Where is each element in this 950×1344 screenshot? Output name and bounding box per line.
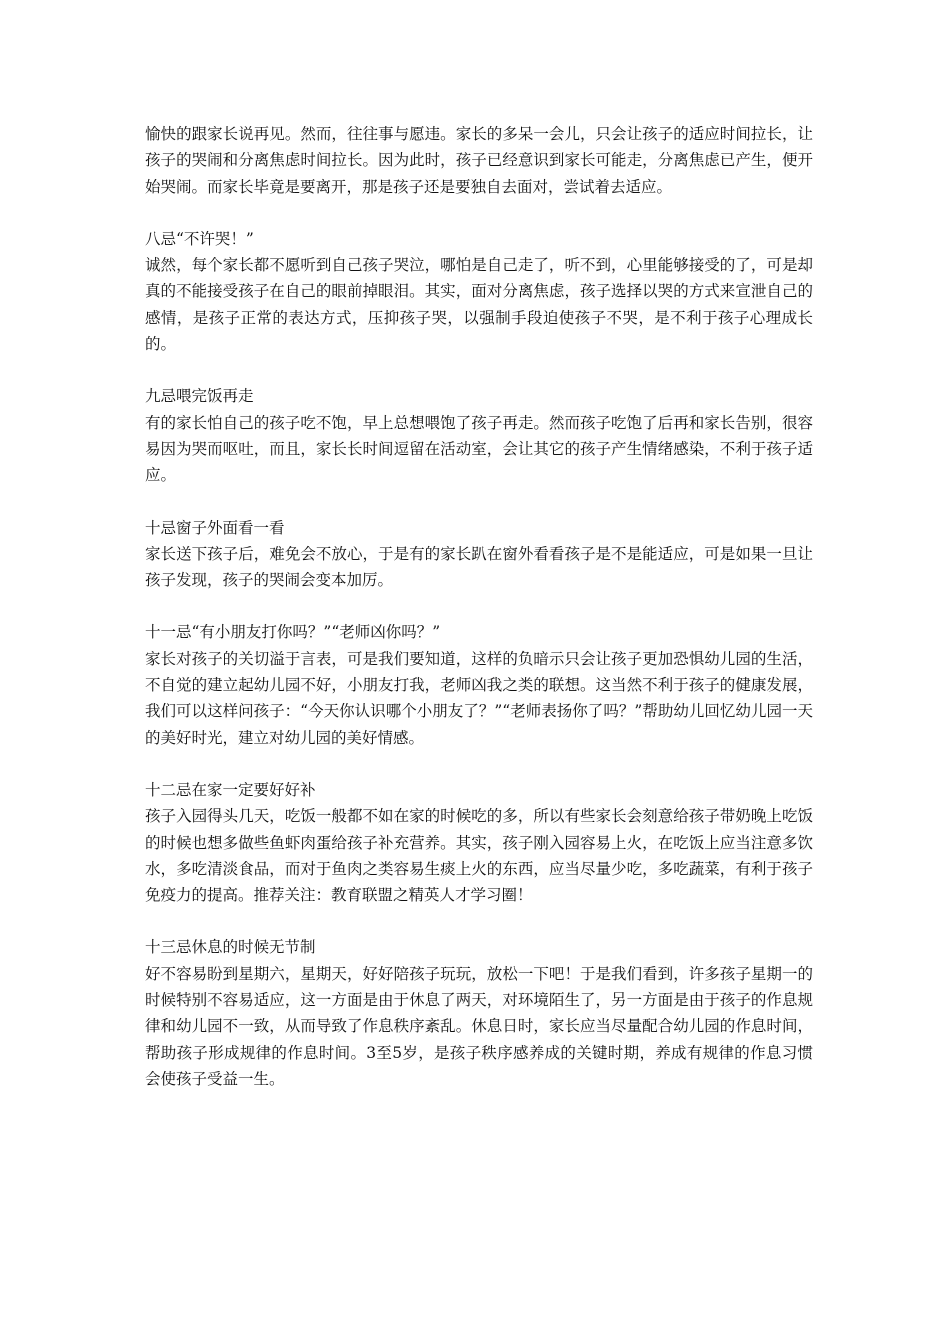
section-body: 有的家长怕自己的孩子吃不饱，早上总想喂饱了孩子再走。然而孩子吃饱了后再和家长告别，很容易因为哭而呕吐，而且，家长长时间逗留在活动室，会让其它的孩子产生情绪感染，不利于孩子适应。 <box>145 413 813 485</box>
section-title: 十一忌“有小朋友打你吗？”“老师凶你吗？” <box>145 623 441 642</box>
section-12 <box>145 777 813 908</box>
section-title: 九忌喂完饭再走 <box>145 387 254 406</box>
section-10 <box>145 515 813 594</box>
section-title: 十三忌休息的时候无节制 <box>145 938 316 957</box>
section-13 <box>145 934 813 1092</box>
section-8 <box>145 226 813 357</box>
section-body: 家长对孩子的关切溢于言表，可是我们要知道，这样的负暗示只会让孩子更加恐惧幼儿园的生活，不自觉的建立起幼儿园不好，小朋友打我，老师凶我之类的联想。这当然不利于孩子的健康发展，我们可以这样问孩子：“今天你认识哪个小朋友了？”“老师表扬你了吗？”帮助幼儿回忆幼儿园一天的美好时光，建立对幼儿园的美好情感。 <box>145 649 813 747</box>
section-body: 家长送下孩子后，难免会不放心，于是有的家长趴在窗外看看孩子是不是能适应，可是如果一旦让孩子发现，孩子的哭闹会变本加厉。 <box>145 544 813 590</box>
section-title: 十忌窗子外面看一看 <box>145 518 285 537</box>
section-title: 十二忌在家一定要好好补 <box>145 780 316 799</box>
intro-paragraph: 愉快的跟家长说再见。然而，往往事与愿违。家长的多呆一会儿，只会让孩子的适应时间拉长，让孩子的哭闹和分离焦虑时间拉长。因为此时，孩子已经意识到家长可能走，分离焦虑已产生，便开始哭闹。而家长毕竟是要离开，那是孩子还是要独自去面对，尝试着去适应。 <box>145 125 813 196</box>
section-body: 诚然，每个家长都不愿听到自己孩子哭泣，哪怕是自己走了，听不到，心里能够接受的了，可是却真的不能接受孩子在自己的眼前掉眼泪。其实，面对分离焦虑，孩子选择以哭的方式来宣泄自己的感情，是孩子正常的表达方式，压抑孩子哭，以强制手段迫使孩子不哭，是不利于孩子心理成长的。 <box>145 256 813 354</box>
section-9 <box>145 383 813 488</box>
section-11 <box>145 619 813 750</box>
section-body: 好不容易盼到星期六，星期天，好好陪孩子玩玩，放松一下吧！于是我们看到，许多孩子星期一的时候特别不容易适应，这一方面是由于休息了两天，对环境陌生了，另一方面是由于孩子的作息规律和幼儿园不一致，从而导致了作息秩序紊乱。休息日时，家长应当尽量配合幼儿园的作息时间，帮助孩子形成规律的作息时间。3至5岁，是孩子秩序感养成的关键时期，养成有规律的作息习惯会使孩子受益一生。 <box>145 964 813 1088</box>
section-title: 八忌“不许哭！” <box>145 229 254 248</box>
document-content <box>145 121 813 1092</box>
section-body: 孩子入园得头几天，吃饭一般都不如在家的时候吃的多，所以有些家长会刻意给孩子带奶晚上吃饭的时候也想多做些鱼虾肉蛋给孩子补充营养。其实，孩子刚入园容易上火，在吃饭上应当注意多饮水，多吃清淡食品，而对于鱼肉之类容易生痰上火的东西，应当尽量少吃，多吃蔬菜，有利于孩子免疫力的提高。推荐关注：教育联盟之精英人才学习圈！ <box>145 807 813 905</box>
